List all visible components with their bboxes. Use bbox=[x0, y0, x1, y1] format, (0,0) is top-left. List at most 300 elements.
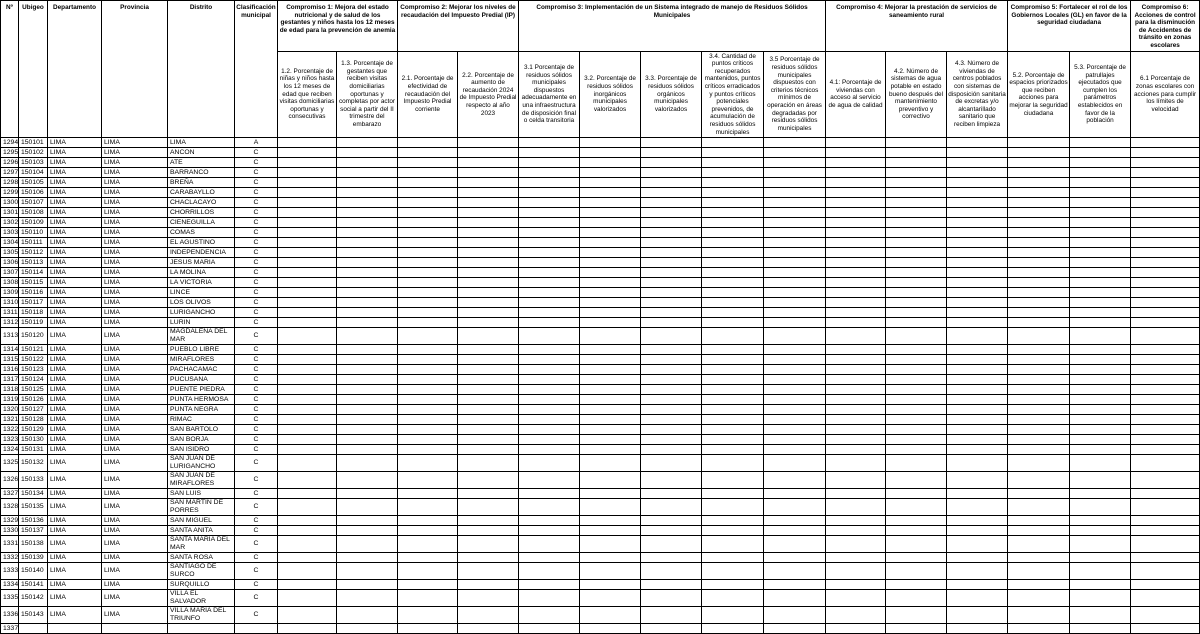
cell-status bbox=[1131, 580, 1200, 590]
cell-status bbox=[702, 138, 764, 148]
col-header-ubigeo: Ubigeo bbox=[19, 1, 48, 138]
cell-status bbox=[826, 168, 886, 178]
cell-status bbox=[1131, 516, 1200, 526]
cell-departamento: LIMA bbox=[48, 178, 102, 188]
cell-status bbox=[947, 455, 1008, 472]
cell-status bbox=[1070, 308, 1131, 318]
cell-status bbox=[580, 472, 641, 489]
cell-departamento: LIMA bbox=[48, 516, 102, 526]
cell-status bbox=[519, 258, 580, 268]
cell-status bbox=[1131, 218, 1200, 228]
cell-status bbox=[337, 445, 398, 455]
cell-status bbox=[519, 563, 580, 580]
cell-provincia bbox=[102, 624, 168, 634]
cell-status bbox=[641, 516, 702, 526]
cell-status bbox=[947, 553, 1008, 563]
cell-status bbox=[1131, 288, 1200, 298]
cell-status bbox=[764, 278, 826, 288]
cell-status bbox=[278, 425, 337, 435]
cell-distrito: CIENEGUILLA bbox=[168, 218, 235, 228]
cell-status bbox=[702, 278, 764, 288]
cell-status bbox=[641, 395, 702, 405]
cell-status bbox=[947, 288, 1008, 298]
table-row bbox=[1, 258, 1200, 268]
cell-status bbox=[278, 553, 337, 563]
cell-status bbox=[702, 238, 764, 248]
cell-ubigeo: 150133 bbox=[19, 472, 48, 489]
cell-status bbox=[947, 624, 1008, 634]
cell-ubigeo: 150101 bbox=[19, 138, 48, 148]
cell-status bbox=[398, 218, 458, 228]
cell-status bbox=[886, 435, 947, 445]
cell-status bbox=[702, 298, 764, 308]
cell-status bbox=[278, 248, 337, 258]
cell-ubigeo: 150107 bbox=[19, 198, 48, 208]
cell-status bbox=[1131, 385, 1200, 395]
cell-status bbox=[947, 268, 1008, 278]
cell-status bbox=[580, 425, 641, 435]
cell-status bbox=[826, 355, 886, 365]
cell-status bbox=[826, 328, 886, 345]
cell-departamento: LIMA bbox=[48, 228, 102, 238]
cell-status bbox=[519, 489, 580, 499]
cell-status bbox=[641, 355, 702, 365]
cell-status bbox=[826, 365, 886, 375]
cell-status bbox=[1070, 238, 1131, 248]
cell-status bbox=[458, 405, 519, 415]
cell-ubigeo: 150122 bbox=[19, 355, 48, 365]
cell-status bbox=[278, 536, 337, 553]
cell-status bbox=[519, 590, 580, 607]
cell-departamento: LIMA bbox=[48, 536, 102, 553]
cell-status bbox=[764, 188, 826, 198]
cell-clasificacion: C bbox=[235, 489, 278, 499]
cell-status bbox=[519, 455, 580, 472]
cell-clasificacion: C bbox=[235, 415, 278, 425]
cell-status bbox=[337, 218, 398, 228]
cell-departamento: LIMA bbox=[48, 526, 102, 536]
cell-status bbox=[1131, 355, 1200, 365]
cell-status bbox=[1008, 553, 1070, 563]
indicator-header: 4.2. Número de sistemas de agua potable en estado bueno después del mantenimiento preventivo y correctivo bbox=[886, 51, 947, 138]
cell-status bbox=[278, 158, 337, 168]
cell-status bbox=[1131, 405, 1200, 415]
cell-provincia: LIMA bbox=[102, 445, 168, 455]
cell-status bbox=[764, 288, 826, 298]
cell-status bbox=[764, 148, 826, 158]
cell-departamento: LIMA bbox=[48, 365, 102, 375]
cell-status bbox=[764, 248, 826, 258]
cell-no: 1313 bbox=[1, 328, 19, 345]
cell-status bbox=[1070, 375, 1131, 385]
cell-status bbox=[886, 580, 947, 590]
cell-status bbox=[641, 228, 702, 238]
cell-status bbox=[337, 580, 398, 590]
cell-clasificacion: C bbox=[235, 425, 278, 435]
cell-departamento: LIMA bbox=[48, 268, 102, 278]
cell-status bbox=[398, 168, 458, 178]
cell-departamento: LIMA bbox=[48, 198, 102, 208]
cell-status bbox=[458, 526, 519, 536]
cell-status bbox=[702, 526, 764, 536]
cell-distrito: LA VICTORIA bbox=[168, 278, 235, 288]
cell-status bbox=[1070, 395, 1131, 405]
cell-status bbox=[519, 624, 580, 634]
cell-status bbox=[826, 375, 886, 385]
cell-distrito: SANTA MARIA DEL MAR bbox=[168, 536, 235, 553]
cell-status bbox=[826, 472, 886, 489]
cell-departamento: LIMA bbox=[48, 258, 102, 268]
cell-status bbox=[886, 248, 947, 258]
cell-status bbox=[519, 395, 580, 405]
cell-status bbox=[1131, 563, 1200, 580]
cell-status bbox=[337, 526, 398, 536]
cell-status bbox=[398, 499, 458, 516]
cell-status bbox=[947, 258, 1008, 268]
cell-status bbox=[278, 355, 337, 365]
cell-status bbox=[702, 553, 764, 563]
cell-ubigeo: 150109 bbox=[19, 218, 48, 228]
cell-status bbox=[702, 355, 764, 365]
cell-no: 1309 bbox=[1, 288, 19, 298]
cell-status bbox=[1070, 590, 1131, 607]
cell-status bbox=[580, 258, 641, 268]
cell-status bbox=[580, 365, 641, 375]
cell-status bbox=[702, 328, 764, 345]
cell-ubigeo: 150121 bbox=[19, 345, 48, 355]
cell-provincia: LIMA bbox=[102, 435, 168, 445]
cell-status bbox=[398, 345, 458, 355]
cell-status bbox=[337, 395, 398, 405]
cell-status bbox=[886, 526, 947, 536]
cell-ubigeo: 150110 bbox=[19, 228, 48, 238]
cell-status bbox=[519, 308, 580, 318]
cell-status bbox=[947, 405, 1008, 415]
cell-status bbox=[1070, 328, 1131, 345]
cell-no: 1312 bbox=[1, 318, 19, 328]
cell-status bbox=[398, 148, 458, 158]
cell-status bbox=[580, 248, 641, 258]
table-row bbox=[1, 178, 1200, 188]
cell-distrito: SANTIAGO DE SURCO bbox=[168, 563, 235, 580]
cell-clasificacion: C bbox=[235, 455, 278, 472]
cell-clasificacion: C bbox=[235, 553, 278, 563]
cell-provincia: LIMA bbox=[102, 499, 168, 516]
cell-provincia: LIMA bbox=[102, 208, 168, 218]
cell-clasificacion: C bbox=[235, 258, 278, 268]
cell-clasificacion: C bbox=[235, 228, 278, 238]
cell-provincia: LIMA bbox=[102, 516, 168, 526]
cell-distrito: SANTA ROSA bbox=[168, 553, 235, 563]
cell-status bbox=[398, 415, 458, 425]
cell-status bbox=[1070, 188, 1131, 198]
cell-ubigeo: 150127 bbox=[19, 405, 48, 415]
cell-status bbox=[826, 218, 886, 228]
cell-status bbox=[886, 590, 947, 607]
cell-status bbox=[1070, 435, 1131, 445]
cell-status bbox=[702, 218, 764, 228]
cell-status bbox=[764, 425, 826, 435]
cell-status bbox=[947, 278, 1008, 288]
cell-ubigeo: 150111 bbox=[19, 238, 48, 248]
cell-status bbox=[337, 536, 398, 553]
cell-distrito: SANTA ANITA bbox=[168, 526, 235, 536]
cell-status bbox=[398, 590, 458, 607]
cell-status bbox=[398, 318, 458, 328]
cell-no: 1308 bbox=[1, 278, 19, 288]
cell-status bbox=[1131, 345, 1200, 355]
cell-status bbox=[702, 198, 764, 208]
cell-status bbox=[1131, 536, 1200, 553]
cell-ubigeo: 150104 bbox=[19, 168, 48, 178]
cell-status bbox=[580, 580, 641, 590]
cell-status bbox=[641, 472, 702, 489]
cell-status bbox=[278, 138, 337, 148]
cell-provincia: LIMA bbox=[102, 198, 168, 208]
cell-status bbox=[764, 238, 826, 248]
compromiso-1-header: Compromiso 1: Mejora del estado nutricional y de salud de los gestantes y niños hasta los 12 meses de edad para la prevención de anemia bbox=[278, 1, 398, 52]
cell-distrito: PACHACAMAC bbox=[168, 365, 235, 375]
cell-status bbox=[1070, 345, 1131, 355]
cell-no: 1323 bbox=[1, 435, 19, 445]
cell-ubigeo: 150138 bbox=[19, 536, 48, 553]
cell-status bbox=[1008, 580, 1070, 590]
cell-status bbox=[337, 607, 398, 624]
cell-clasificacion: C bbox=[235, 580, 278, 590]
cell-status bbox=[1131, 298, 1200, 308]
cell-status bbox=[519, 238, 580, 248]
cell-status bbox=[886, 563, 947, 580]
cell-status bbox=[947, 590, 1008, 607]
cell-status bbox=[1008, 607, 1070, 624]
cell-departamento: LIMA bbox=[48, 405, 102, 415]
cell-clasificacion: A bbox=[235, 138, 278, 148]
cell-status bbox=[886, 345, 947, 355]
cell-status bbox=[1008, 278, 1070, 288]
cell-status bbox=[764, 536, 826, 553]
cell-status bbox=[826, 148, 886, 158]
cell-ubigeo bbox=[19, 624, 48, 634]
cell-ubigeo: 150116 bbox=[19, 288, 48, 298]
cell-status bbox=[398, 375, 458, 385]
cell-status bbox=[278, 455, 337, 472]
cell-clasificacion: C bbox=[235, 298, 278, 308]
cell-status bbox=[826, 563, 886, 580]
cell-status bbox=[1131, 158, 1200, 168]
cell-no: 1294 bbox=[1, 138, 19, 148]
cell-status bbox=[1131, 365, 1200, 375]
cell-status bbox=[458, 375, 519, 385]
cell-no: 1336 bbox=[1, 607, 19, 624]
cell-clasificacion: C bbox=[235, 308, 278, 318]
cell-status bbox=[1008, 248, 1070, 258]
cell-departamento: LIMA bbox=[48, 248, 102, 258]
cell-status bbox=[947, 472, 1008, 489]
cell-departamento: LIMA bbox=[48, 385, 102, 395]
cell-departamento: LIMA bbox=[48, 158, 102, 168]
cell-status bbox=[278, 563, 337, 580]
cell-status bbox=[1008, 238, 1070, 248]
compromiso-6-header: Compromiso 6: Acciones de control para la disminución de Accidentes de tránsito en zonas escolares bbox=[1131, 1, 1200, 52]
cell-status bbox=[458, 258, 519, 268]
cell-departamento: LIMA bbox=[48, 553, 102, 563]
cell-status bbox=[702, 385, 764, 395]
cell-status bbox=[398, 563, 458, 580]
cell-status bbox=[947, 375, 1008, 385]
table-row bbox=[1, 590, 1200, 607]
cell-status bbox=[947, 178, 1008, 188]
cell-status bbox=[947, 148, 1008, 158]
table-row bbox=[1, 536, 1200, 553]
cell-status bbox=[1070, 455, 1131, 472]
cell-status bbox=[458, 415, 519, 425]
cell-provincia: LIMA bbox=[102, 258, 168, 268]
cell-distrito: VILLA EL SALVADOR bbox=[168, 590, 235, 607]
cell-status bbox=[947, 248, 1008, 258]
indicator-header: 5.2. Porcentaje de espacios priorizados que reciben acciones para mejorar la seguridad ciudadana bbox=[1008, 51, 1070, 138]
cell-status bbox=[947, 395, 1008, 405]
cell-status bbox=[519, 158, 580, 168]
cell-status bbox=[764, 158, 826, 168]
cell-provincia: LIMA bbox=[102, 248, 168, 258]
cell-status bbox=[278, 395, 337, 405]
cell-distrito: SAN JUAN DE LURIGANCHO bbox=[168, 455, 235, 472]
cell-ubigeo: 150132 bbox=[19, 455, 48, 472]
cell-status bbox=[337, 188, 398, 198]
cell-status bbox=[580, 553, 641, 563]
cell-status bbox=[947, 489, 1008, 499]
cell-distrito: EL AGUSTINO bbox=[168, 238, 235, 248]
cell-status bbox=[519, 298, 580, 308]
cell-status bbox=[278, 385, 337, 395]
cell-status bbox=[886, 138, 947, 148]
cell-provincia: LIMA bbox=[102, 218, 168, 228]
cell-status bbox=[458, 278, 519, 288]
table-row bbox=[1, 385, 1200, 395]
cell-clasificacion bbox=[235, 624, 278, 634]
cell-status bbox=[458, 455, 519, 472]
cell-status bbox=[886, 288, 947, 298]
cell-provincia: LIMA bbox=[102, 168, 168, 178]
cell-status bbox=[826, 536, 886, 553]
cell-status bbox=[702, 455, 764, 472]
cell-status bbox=[1131, 375, 1200, 385]
cell-status bbox=[702, 425, 764, 435]
cell-status bbox=[337, 318, 398, 328]
cell-status bbox=[826, 178, 886, 188]
compromiso-4-header: Compromiso 4: Mejorar la prestación de servicios de saneamiento rural bbox=[826, 1, 1008, 52]
cell-status bbox=[641, 258, 702, 268]
table-row bbox=[1, 268, 1200, 278]
table-row bbox=[1, 472, 1200, 489]
cell-status bbox=[702, 607, 764, 624]
cell-status bbox=[580, 208, 641, 218]
cell-status bbox=[278, 278, 337, 288]
cell-status bbox=[398, 607, 458, 624]
cell-no: 1306 bbox=[1, 258, 19, 268]
cell-status bbox=[337, 288, 398, 298]
cell-departamento: LIMA bbox=[48, 238, 102, 248]
cell-no: 1328 bbox=[1, 499, 19, 516]
cell-status bbox=[641, 415, 702, 425]
cell-status bbox=[641, 553, 702, 563]
cell-clasificacion: C bbox=[235, 375, 278, 385]
cell-departamento: LIMA bbox=[48, 355, 102, 365]
cell-status bbox=[580, 607, 641, 624]
cell-status bbox=[278, 516, 337, 526]
cell-status bbox=[1070, 489, 1131, 499]
cell-departamento: LIMA bbox=[48, 288, 102, 298]
cell-status bbox=[641, 580, 702, 590]
cell-status bbox=[1070, 516, 1131, 526]
table-row bbox=[1, 278, 1200, 288]
cell-clasificacion: C bbox=[235, 607, 278, 624]
cell-status bbox=[947, 328, 1008, 345]
cell-distrito: SAN BARTOLO bbox=[168, 425, 235, 435]
cell-status bbox=[337, 138, 398, 148]
cell-status bbox=[580, 624, 641, 634]
cell-ubigeo: 150137 bbox=[19, 526, 48, 536]
cell-status bbox=[764, 218, 826, 228]
cell-status bbox=[278, 365, 337, 375]
cell-clasificacion: C bbox=[235, 345, 278, 355]
table-row bbox=[1, 425, 1200, 435]
cell-status bbox=[1070, 580, 1131, 590]
cell-status bbox=[641, 425, 702, 435]
cell-status bbox=[641, 624, 702, 634]
cell-status bbox=[398, 228, 458, 238]
cell-status bbox=[641, 168, 702, 178]
cell-status bbox=[1008, 489, 1070, 499]
cell-status bbox=[702, 375, 764, 385]
cell-status bbox=[641, 590, 702, 607]
cell-status bbox=[1008, 218, 1070, 228]
cell-status bbox=[1070, 198, 1131, 208]
cell-status bbox=[1131, 198, 1200, 208]
cell-status bbox=[519, 405, 580, 415]
col-header-departamento: Departamento bbox=[48, 1, 102, 138]
cell-status bbox=[1008, 258, 1070, 268]
cell-status bbox=[1070, 472, 1131, 489]
cell-status bbox=[1070, 425, 1131, 435]
cell-status bbox=[826, 288, 886, 298]
cell-status bbox=[1070, 158, 1131, 168]
cell-provincia: LIMA bbox=[102, 405, 168, 415]
cell-status bbox=[886, 425, 947, 435]
cell-clasificacion: C bbox=[235, 445, 278, 455]
cell-status bbox=[458, 590, 519, 607]
cell-ubigeo: 150106 bbox=[19, 188, 48, 198]
cell-status bbox=[580, 228, 641, 238]
cell-status bbox=[886, 489, 947, 499]
cell-status bbox=[1131, 188, 1200, 198]
cell-status bbox=[947, 188, 1008, 198]
cell-status bbox=[519, 425, 580, 435]
cell-status bbox=[702, 590, 764, 607]
cell-distrito: CARABAYLLO bbox=[168, 188, 235, 198]
cell-departamento: LIMA bbox=[48, 435, 102, 445]
cell-status bbox=[580, 590, 641, 607]
cell-no: 1303 bbox=[1, 228, 19, 238]
cell-status bbox=[580, 489, 641, 499]
cell-status bbox=[458, 168, 519, 178]
cell-status bbox=[1070, 168, 1131, 178]
cell-status bbox=[580, 178, 641, 188]
cell-status bbox=[1008, 268, 1070, 278]
cell-status bbox=[458, 425, 519, 435]
cell-status bbox=[398, 248, 458, 258]
cell-status bbox=[398, 178, 458, 188]
